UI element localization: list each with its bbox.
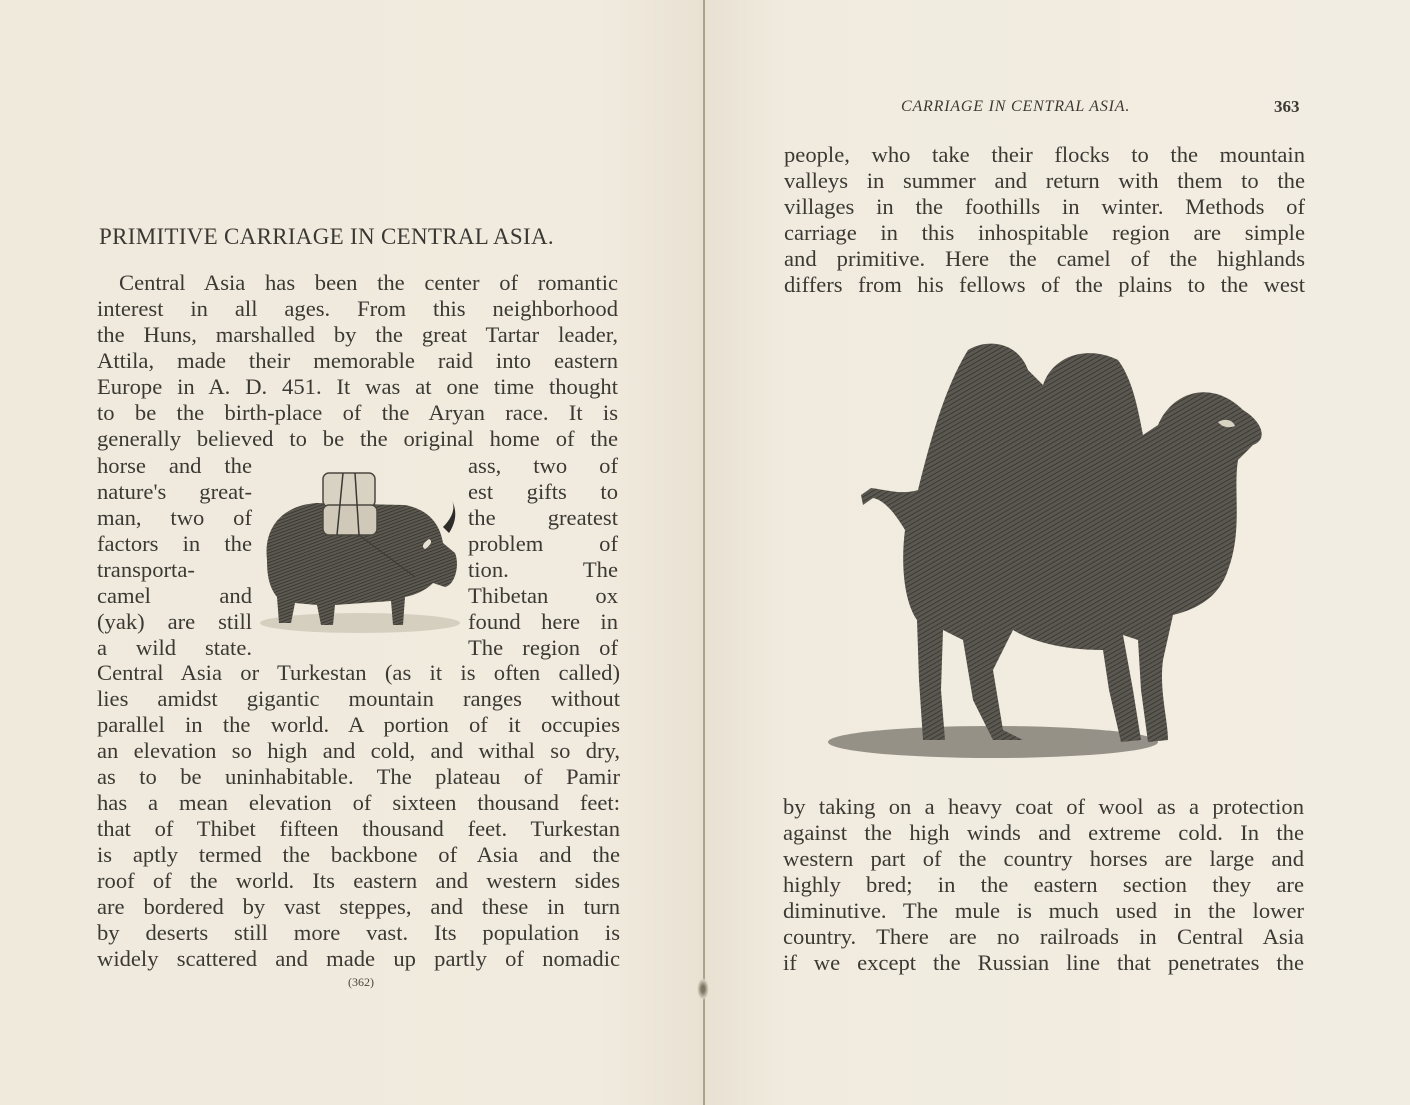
text-line: country. There are no railroads in Central Asia — [783, 924, 1304, 949]
text-line: by taking on a heavy coat of wool as a protection — [783, 794, 1304, 819]
text-line: villages in the foothills in winter. Methods of — [784, 194, 1305, 219]
text-line: man, two of — [97, 505, 252, 530]
text-line: diminutive. The mule is much used in the lower — [783, 898, 1304, 923]
folio: (362) — [348, 975, 374, 989]
text-line: found here in — [468, 609, 618, 634]
text-line: a wild state. — [97, 635, 252, 660]
text-line: and primitive. Here the camel of the highlands — [784, 246, 1305, 271]
text-line: Attila, made their memorable raid into eastern — [97, 348, 618, 373]
text-line: The region of — [468, 635, 618, 660]
top-paragraph — [784, 142, 1305, 298]
intro-paragraph — [97, 270, 618, 452]
wrap-text-right-column — [468, 453, 618, 661]
text-line: to be the birth-place of the Aryan race. It is — [97, 400, 618, 425]
chapter-title: PRIMITIVE CARRIAGE IN CENTRAL ASIA. — [99, 224, 554, 249]
text-line: differs from his fellows of the plains to the west — [784, 272, 1305, 297]
text-line: by deserts still more vast. Its population is — [97, 920, 620, 945]
yak-illustration — [255, 465, 465, 645]
text-line: horse and the — [97, 453, 252, 478]
left-page — [0, 0, 703, 1105]
text-line: est gifts to — [468, 479, 618, 504]
bactrian-camel-illustration — [823, 330, 1268, 770]
text-line: problem of — [468, 531, 618, 556]
text-line: generally believed to be the original home of the — [97, 426, 618, 451]
text-line: carriage in this inhospitable region are simple — [784, 220, 1305, 245]
text-line: as to be uninhabitable. The plateau of Pamir — [97, 764, 620, 789]
text-line: are bordered by vast steppes, and these in turn — [97, 894, 620, 919]
text-line: if we except the Russian line that penetrates the — [783, 950, 1304, 975]
text-line: Central Asia or Turkestan (as it is often called) — [97, 660, 620, 685]
text-line: highly bred; in the eastern section they are — [783, 872, 1304, 897]
binding-thread-knot — [697, 978, 709, 1000]
text-line: the greatest — [468, 505, 618, 530]
book-gutter — [703, 0, 705, 1105]
running-head: CARRIAGE IN CENTRAL ASIA. — [901, 98, 1131, 115]
text-line: an elevation so high and cold, and withal so dry, — [97, 738, 620, 763]
body-paragraph — [97, 660, 620, 972]
text-line: factors in the — [97, 531, 252, 556]
text-line: has a mean elevation of sixteen thousand feet: — [97, 790, 620, 815]
text-line: camel and — [97, 583, 252, 608]
text-line: that of Thibet fifteen thousand feet. Turkestan — [97, 816, 620, 841]
text-line: parallel in the world. A portion of it occupies — [97, 712, 620, 737]
right-page — [703, 0, 1410, 1105]
bottom-paragraph — [783, 794, 1304, 976]
text-line: (yak) are still — [97, 609, 252, 634]
page-number: 363 — [1274, 97, 1300, 116]
text-line: Europe in A. D. 451. It was at one time thought — [97, 374, 618, 399]
text-line: interest in all ages. From this neighborhood — [97, 296, 618, 321]
text-line: against the high winds and extreme cold. In the — [783, 820, 1304, 845]
text-line: ass, two of — [468, 453, 618, 478]
text-line: Thibetan ox — [468, 583, 618, 608]
text-line: roof of the world. Its eastern and western sides — [97, 868, 620, 893]
text-line: nature's great- — [97, 479, 252, 504]
text-line: valleys in summer and return with them to the — [784, 168, 1305, 193]
text-line: people, who take their flocks to the mountain — [784, 142, 1305, 167]
text-line: the Huns, marshalled by the great Tartar leader, — [97, 322, 618, 347]
wrap-text-left-column — [97, 453, 252, 661]
text-line: tion. The — [468, 557, 618, 582]
text-line: widely scattered and made up partly of nomadic — [97, 946, 620, 971]
text-line: transporta- — [97, 557, 195, 582]
text-line: lies amidst gigantic mountain ranges without — [97, 686, 620, 711]
text-line: is aptly termed the backbone of Asia and the — [97, 842, 620, 867]
text-line: western part of the country horses are large and — [783, 846, 1304, 871]
text-line: Central Asia has been the center of romantic — [119, 270, 618, 295]
